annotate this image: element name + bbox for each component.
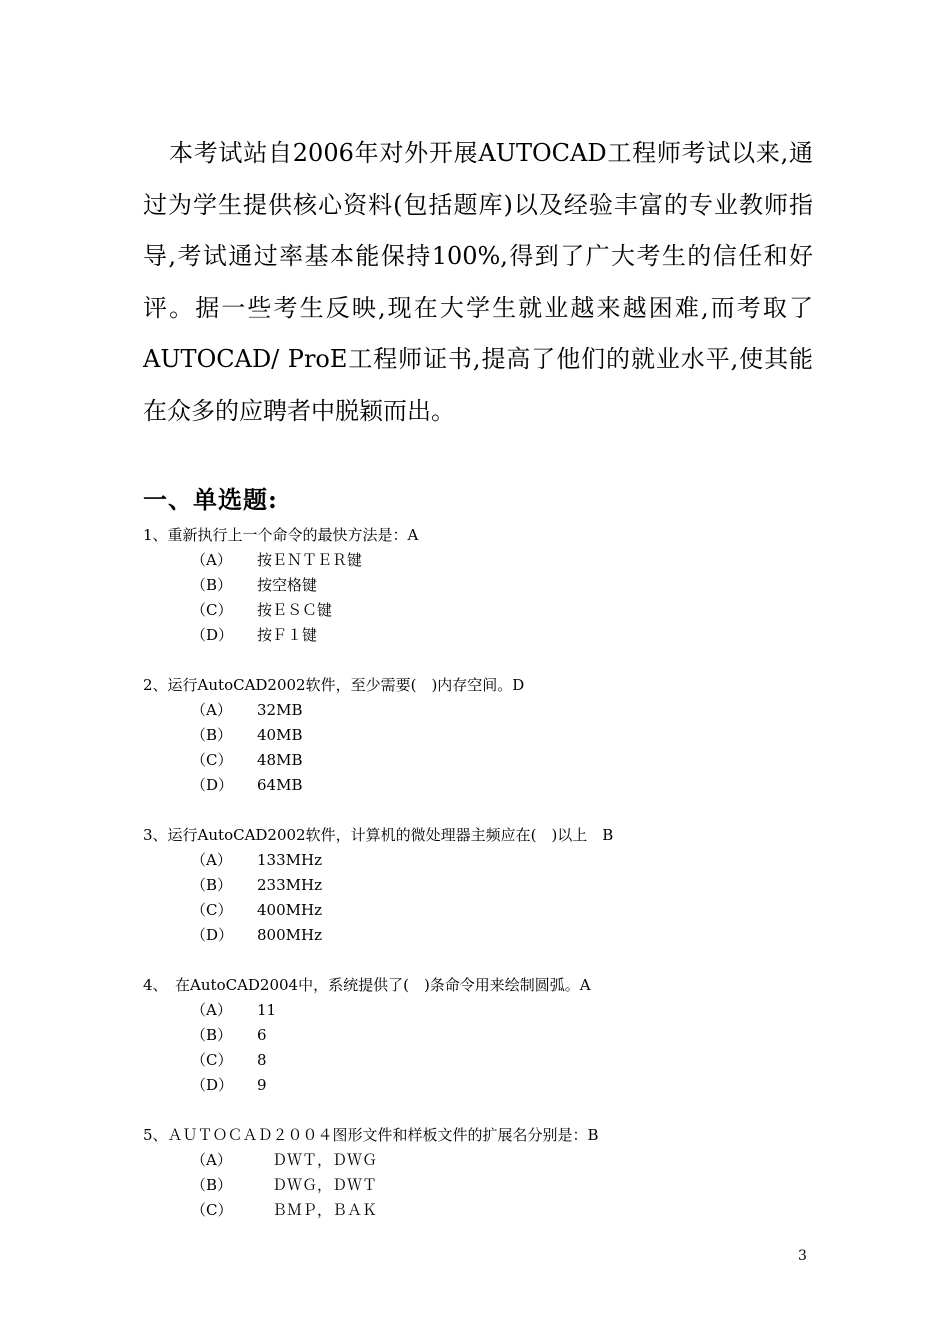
option-key: （C）: [191, 1201, 233, 1219]
option-key: （D）: [191, 776, 234, 794]
question-text: 4、 在AutoCAD2004中，系统提供了( )条命令用来绘制圆弧。A: [143, 976, 591, 994]
question-item: [143, 973, 823, 1098]
option-b: [143, 573, 823, 598]
question-item: [143, 823, 823, 948]
option-text: 8: [257, 1051, 267, 1069]
option-key: （B）: [191, 1176, 233, 1194]
option-key: （D）: [191, 926, 234, 944]
option-text: 800MHz: [257, 926, 322, 944]
option-a: [143, 1148, 823, 1173]
option-d: [143, 773, 823, 798]
option-text: 233MHz: [257, 876, 322, 894]
option-b: [143, 873, 823, 898]
option-text: ＢＭＰ，ＢＡＫ: [257, 1201, 378, 1219]
page-number: 3: [798, 1248, 807, 1264]
option-key: （C）: [191, 751, 233, 769]
option-text: 按ＥＮＴＥＲ键: [257, 551, 363, 569]
option-a: [143, 548, 823, 573]
option-key: （B）: [191, 576, 233, 594]
question-text: 1、重新执行上一个命令的最快方法是：A: [143, 526, 419, 544]
question-item: [143, 673, 823, 798]
option-key: （B）: [191, 1026, 233, 1044]
question-text: 5、ＡＵＴＯＣＡＤ２００４图形文件和样板文件的扩展名分别是：B: [143, 1126, 599, 1144]
option-text: ＤＷＧ，ＤＷＴ: [257, 1176, 378, 1194]
option-text: 6: [257, 1026, 267, 1044]
option-text: 64MB: [257, 776, 303, 794]
option-text: 按空格键: [257, 576, 318, 594]
option-b: [143, 1173, 823, 1198]
question-item: [143, 1123, 823, 1223]
option-key: （D）: [191, 1076, 234, 1094]
option-key: （B）: [191, 726, 233, 744]
option-key: （A）: [191, 1001, 232, 1019]
option-b: [143, 1023, 823, 1048]
option-key: （A）: [191, 701, 232, 719]
section-title: 一、单选题:: [143, 485, 278, 514]
option-text: 48MB: [257, 751, 303, 769]
question-text: 2、运行AutoCAD2002软件，至少需要( )内存空间。D: [143, 676, 525, 694]
intro-paragraph: 本考试站自2006年对外开展AUTOCAD工程师考试以来,通过为学生提供核心资料(包括题库)以及经验丰富的专业教师指导,考试通过率基本能保持100%,得到了广大考生的信任和好评。据一些考生反映,现在大学生就业越来越困难,而考取了AUTOCAD/ ProE工程师证书,提高了他们的就业水平,使其能在众多的应聘者中脱颖而出。: [143, 139, 813, 425]
option-a: [143, 998, 823, 1023]
option-key: （C）: [191, 901, 233, 919]
option-key: （A）: [191, 851, 232, 869]
option-d: [143, 1073, 823, 1098]
option-c: [143, 1198, 823, 1223]
option-text: 133MHz: [257, 851, 322, 869]
option-c: [143, 898, 823, 923]
option-d: [143, 623, 823, 648]
question-item: [143, 523, 823, 648]
option-text: 9: [257, 1076, 267, 1094]
option-text: 按Ｆ１键: [257, 626, 318, 644]
option-b: [143, 723, 823, 748]
option-key: （A）: [191, 551, 232, 569]
option-text: 11: [257, 1001, 277, 1019]
option-c: [143, 598, 823, 623]
option-a: [143, 698, 823, 723]
option-text: 400MHz: [257, 901, 322, 919]
option-a: [143, 848, 823, 873]
option-key: （B）: [191, 876, 233, 894]
option-text: 40MB: [257, 726, 303, 744]
option-key: （D）: [191, 626, 234, 644]
option-text: ＤＷＴ，ＤＷＧ: [257, 1151, 378, 1169]
question-list: [143, 523, 823, 1248]
option-key: （C）: [191, 1051, 233, 1069]
option-c: [143, 1048, 823, 1073]
question-text: 3、运行AutoCAD2002软件，计算机的微处理器主频应在( )以上 B: [143, 826, 614, 844]
option-text: 32MB: [257, 701, 303, 719]
option-text: 按ＥＳＣ键: [257, 601, 333, 619]
option-d: [143, 923, 823, 948]
option-key: （A）: [191, 1151, 232, 1169]
option-c: [143, 748, 823, 773]
option-key: （C）: [191, 601, 233, 619]
